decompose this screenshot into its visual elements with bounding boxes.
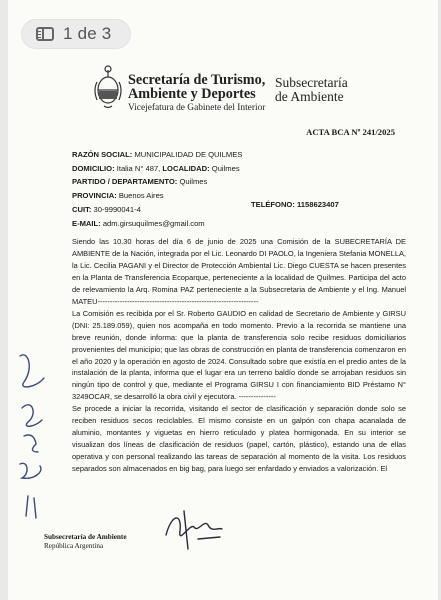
letterhead-sub1: Subsecretaría — [275, 75, 348, 90]
document-body — [72, 236, 406, 475]
margin-initials-icon — [14, 348, 64, 528]
letterhead-line3: Vicejefatura de Gabinete del Interior — [128, 103, 266, 113]
footer-line1: Subsecretaría de Ambiente — [44, 533, 127, 541]
footer-organization — [44, 533, 127, 551]
national-seal-icon — [92, 64, 124, 110]
provincia-value: Buenos Aires — [118, 191, 164, 201]
email-value: adm.girsuquilmes@gmail.com — [102, 218, 205, 228]
letterhead-organization — [128, 73, 265, 115]
razon-social-row — [72, 148, 242, 162]
localidad-value: Quilmes — [211, 163, 240, 173]
body-paragraph-2: La Comisión es recibida por el Sr. Roberto GAUDIO en calidad de Secretario de Ambiente y GIRSU (DNI: 25.189.059), quien nos acompaña en todo momento. Previo a la recorrida se mantiene una breve reunión, donde informa: que la planta de transferencia solo recibe residuos domiciliarios provenientes del municipio; que las obras de construcción en planta de transferencia comenzaron en el año 2020 y la operación en agosto de 2024. Consultado sobre que existía en el predio antes de la instalación de la planta, informa que el lugar era un terreno baldío donde se arrojaban residuos sin ningún tipo de control y que, mediante el Programa GIRSU I con financiamiento BID Préstamo N° 3249OCAR, se desarrolló la obra civil y ejecutora. --------------- — [72, 308, 406, 402]
telefono-label: TELÉFONO: — [251, 200, 295, 209]
signature-icon — [158, 505, 228, 553]
letterhead-line2: Ambiente y Deportes — [128, 86, 256, 102]
acta-number: ACTA BCA Nº 241/2025 — [306, 127, 395, 137]
email-row — [72, 217, 242, 231]
cuit-row — [72, 203, 242, 217]
partido-label: PARTIDO / DEPARTAMENTO: — [72, 177, 178, 187]
cuit-label: CUIT: — [72, 204, 92, 214]
email-label: E-MAIL: — [72, 218, 101, 228]
provincia-label: PROVINCIA: — [72, 191, 117, 201]
partido-row — [72, 175, 242, 189]
footer-line2: República Argentina — [44, 542, 104, 550]
page-indicator-text: 1 de 3 — [63, 24, 112, 43]
telefono-value: 1158623407 — [297, 200, 339, 209]
page-indicator[interactable] — [22, 20, 130, 48]
domicilio-row — [72, 162, 242, 176]
letterhead-sub2: de Ambiente — [275, 89, 344, 104]
cuit-value: 30-9990041-4 — [93, 204, 141, 214]
domicilio-value: Italia N° 487, — [116, 163, 161, 173]
provincia-row — [72, 189, 242, 203]
sidebar-toggle-icon[interactable] — [36, 27, 54, 41]
body-paragraph-3: Se procede a iniciar la recorrida, visitando el sector de clasificación y separación donde solo se reciben residuos secos reciclables. El mismo consiste en un galpón con chapa acanalada de aluminio, montantes y viguetas en hierro reticulado y platea hormigonada. En su interior se visualizan dos líneas de clasificación de residuos (papel, cartón, plástico), estando una de ellas operativa y con personal realizando las tareas de separación al momento de la visita. Los residuos separados son almacenados en big bag, para luego ser enfardado y enviados a valorización. El — [72, 404, 406, 474]
localidad-label: LOCALIDAD: — [162, 163, 210, 173]
razon-social-label: RAZÓN SOCIAL: — [72, 150, 133, 159]
document-page — [8, 0, 438, 600]
entity-fields — [72, 148, 242, 230]
telefono-row — [251, 200, 339, 209]
domicilio-label: DOMICILIO: — [72, 163, 115, 173]
letterhead-subsecretaria — [275, 76, 348, 104]
letterhead-line1: Secretaría de Turismo, — [128, 72, 266, 88]
body-paragraph-1: Siendo las 10.30 horas del día 6 de junio de 2025 una Comisión de la SUBECRETARÍA DE AMBIENTE de la Nación, integrada por el Lic. Leonardo DI PAOLO, la Ingeniera Stefania MONELLA, la Lic. Cecilia PAGANI y el Director de Protección Ambiental Lic. Diego CUESTA se hacen presentes en la Planta de Transferencia Ecoparque, perteneciente a la localidad de Quilmes. Participa del acto de relevamiento la Arq. Romina PAZ perteneciente a la Subsecretaria de Ambiente y el Ing. Manuel MATEU----------------------------------------------------------------- — [72, 237, 406, 306]
partido-value: Quilmes — [179, 177, 208, 187]
razon-social-value: MUNICIPALIDAD DE QUILMES — [134, 150, 243, 159]
